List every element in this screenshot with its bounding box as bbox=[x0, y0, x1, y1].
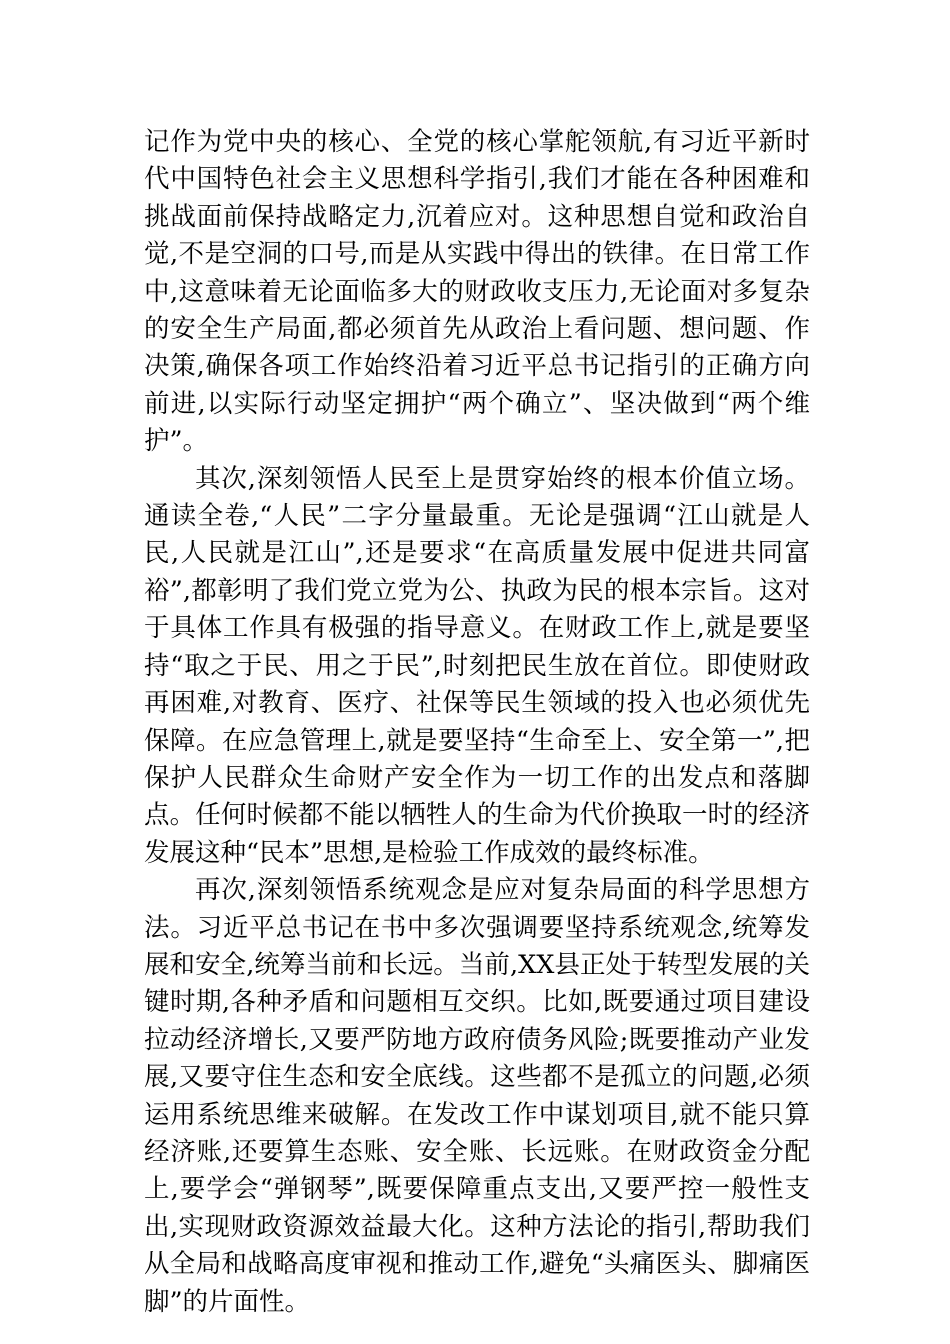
paragraph-people-first: 其次,深刻领悟人民至上是贯穿始终的根本价值立场。通读全卷,“人民”二字分量最重。无论是强调“江山就是人民,人民就是江山”,还是要求“在高质量发展中促进共同富裕”,都彰明了我们党立党为公、执政为民的根本宗旨。这对于具体工作具有极强的指导意义。在财政工作上,就是要坚持“取之于民、用之于民”,时刻把民生放在首位。即使财政再困难,对教育、医疗、社保等民生领域的投入也必须优先保障。在应急管理上,就是要坚持“生命至上、安全第一”,把保护人民群众生命财产安全作为一切工作的出发点和落脚点。任何时候都不能以牺牲人的生命为代价换取一时的经济发展这种“民本”思想,是检验工作成效的最终标准。 bbox=[144, 463, 810, 868]
paragraph-continuation: 记作为党中央的核心、全党的核心掌舵领航,有习近平新时代中国特色社会主义思想科学指引,我们才能在各种困难和挑战面前保持战略定力,沉着应对。这种思想自觉和政治自觉,不是空洞的口号,而是从实践中得出的铁律。在日常工作中,这意味着无论面临多大的财政收支压力,无论面对多复杂的安全生产局面,都必须首先从政治上看问题、想问题、作决策,确保各项工作始终沿着习近平总书记指引的正确方向前进,以实际行动坚定拥护“两个确立”、坚决做到“两个维护”。 bbox=[144, 127, 810, 457]
body-text bbox=[144, 124, 810, 1321]
paragraph-systems-thinking: 再次,深刻领悟系统观念是应对复杂局面的科学思想方法。习近平总书记在书中多次强调要坚持系统观念,统筹发展和安全,统筹当前和长远。当前,XX县正处于转型发展的关键时期,各种矛盾和问题相互交织。比如,既要通过项目建设拉动经济增长,又要严防地方政府债务风险;既要推动产业发展,又要守住生态和安全底线。这些都不是孤立的问题,必须运用系统思维来破解。在发改工作中谋划项目,就不能只算经济账,还要算生态账、安全账、长远账。在财政资金分配上,要学会“弹钢琴”,既要保障重点支出,又要严控一般性支出,实现财政资源效益最大化。这种方法论的指引,帮助我们从全局和战略高度审视和推动工作,避免“头痛医头、脚痛医脚”的片面性。 bbox=[144, 875, 810, 1317]
